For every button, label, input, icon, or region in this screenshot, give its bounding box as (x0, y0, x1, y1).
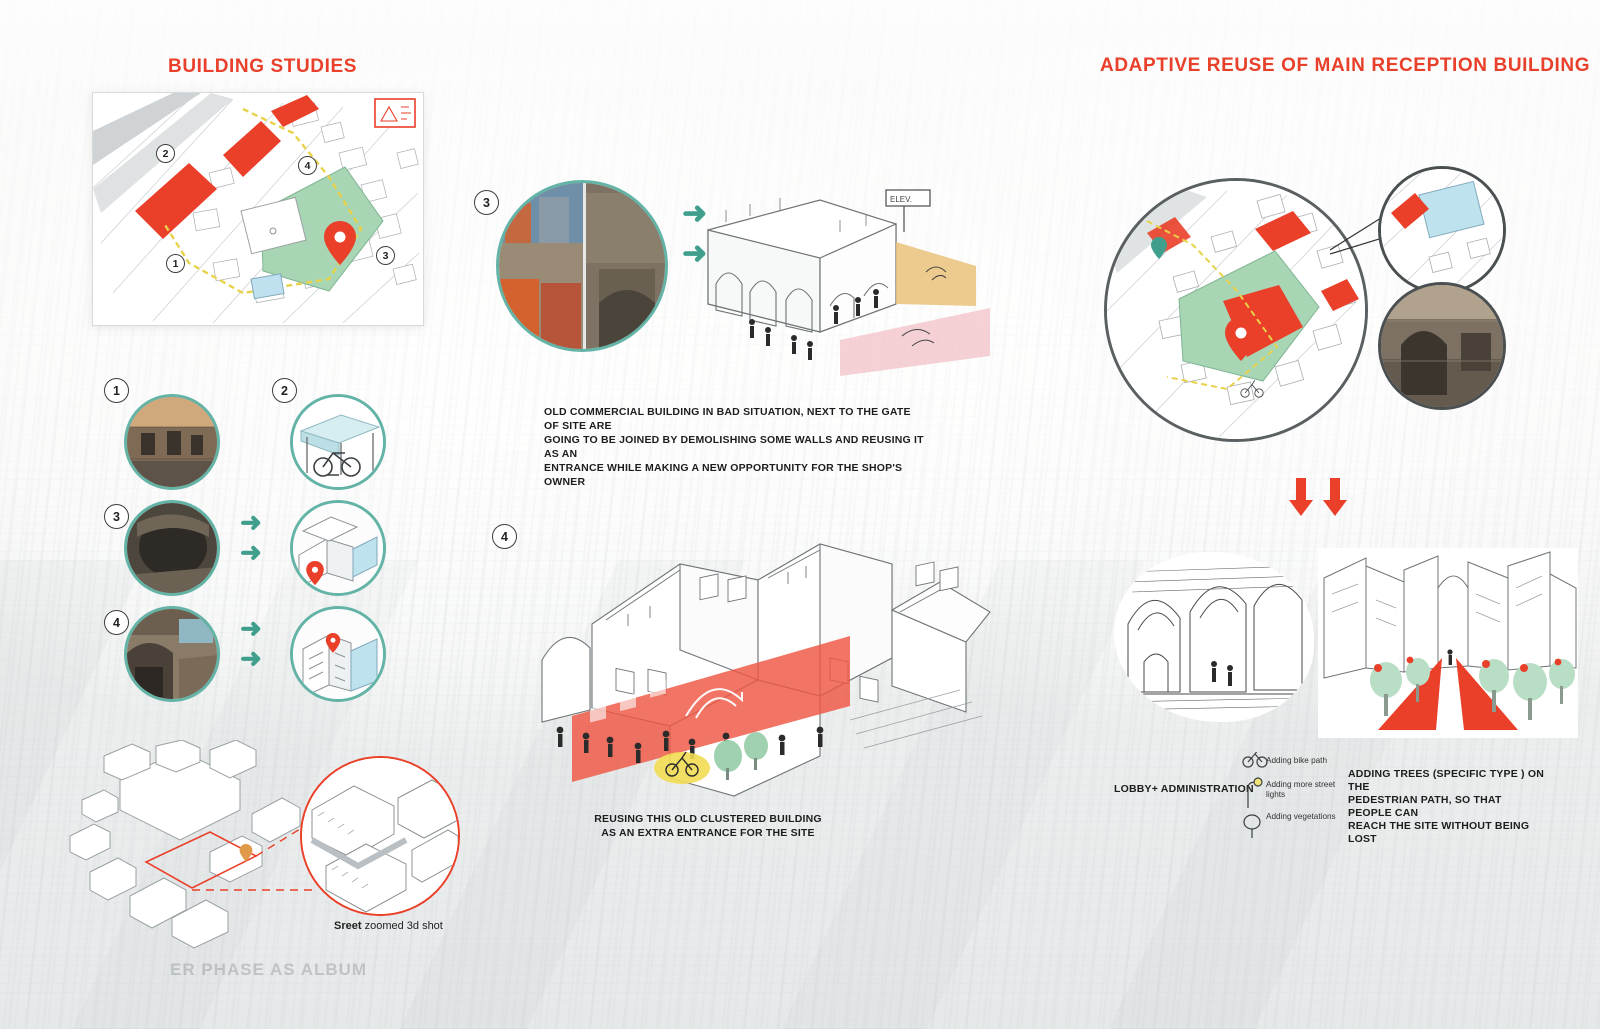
reception-building-photo (1378, 282, 1506, 410)
trees-caption-line-3: REACH THE SITE WITHOUT BEING LOST (1348, 820, 1530, 845)
trees-caption-line-2: PEDESTRIAN PATH, SO THAT PEOPLE CAN (1348, 794, 1502, 819)
study-marker-3[interactable]: 3 (104, 504, 129, 529)
study-proposal-4 (290, 606, 386, 702)
middle-arrow-3a: ➜ (682, 197, 708, 230)
caption-item-3 (544, 405, 924, 489)
trees-caption (1348, 768, 1548, 846)
reception-sketch-proposal (690, 180, 990, 380)
study-photo-4 (124, 606, 220, 702)
street-shot-caption-bold: Sreet (334, 920, 362, 932)
study-marker-1[interactable]: 1 (104, 378, 129, 403)
caption-4-line-2: AS AN EXTRA ENTRANCE FOR THE SITE (601, 827, 815, 839)
trees-caption-line-1: ADDING TREES (SPECIFIC TYPE ) ON THE (1348, 768, 1544, 793)
existing-commercial-photo (496, 180, 668, 352)
transform-arrow-4a: ➜ (240, 613, 262, 643)
key-site-plan (92, 92, 424, 326)
study-photo-1 (124, 394, 220, 490)
bottom-watermark: ER PHASE AS ALBUM (170, 960, 368, 979)
key-map-marker-4[interactable]: 4 (298, 156, 317, 175)
page-title-right: ADAPTIVE REUSE OF MAIN RECEPTION BUILDING (1100, 55, 1591, 76)
legend-label-lights: Adding more street lights (1266, 780, 1336, 799)
legend-label-bike: Adding bike path (1266, 756, 1327, 765)
transform-arrow-3b: ➜ (240, 537, 262, 567)
tree-icon (1244, 815, 1260, 838)
bicycle-icon (1243, 752, 1267, 767)
caption-item-4 (568, 812, 848, 840)
caption-3-line-3: ENTRANCE WHILE MAKING A NEW OPPORTUNITY FOR THE SHOP'S OWNER (544, 462, 903, 488)
street-zoom-3d-shot (300, 756, 460, 916)
middle-marker-3[interactable]: 3 (474, 190, 499, 215)
key-map-marker-3[interactable]: 3 (376, 246, 395, 265)
transform-arrow-4b: ➜ (240, 643, 262, 673)
study-photo-3 (124, 500, 220, 596)
reception-site-plan-circle (1104, 178, 1368, 442)
middle-arrow-3b: ➜ (682, 237, 708, 270)
street-shot-caption-rest: zoomed 3d shot (361, 920, 443, 932)
page-title-left: BUILDING STUDIES (168, 56, 358, 77)
street-lamp-icon (1248, 778, 1262, 808)
caption-3-line-2: GOING TO BE JOINED BY DEMOLISHING SOME WALLS AND REUSING IT AS AN (544, 434, 924, 460)
down-arrows (1286, 478, 1356, 518)
study-photo-2 (290, 394, 386, 490)
key-map-marker-1[interactable]: 1 (166, 254, 185, 273)
caption-4-line-1: REUSING THIS OLD CLUSTERED BUILDING (594, 813, 822, 825)
legend-label-vegetation: Adding vegetations (1266, 812, 1336, 821)
study-proposal-3 (290, 500, 386, 596)
caption-3-line-1: OLD COMMERCIAL BUILDING IN BAD SITUATION, NEXT TO THE GATE OF SITE ARE (544, 406, 911, 432)
key-map-marker-2[interactable]: 2 (156, 144, 175, 163)
middle-marker-4[interactable]: 4 (492, 524, 517, 549)
sign-text: ELEV. (890, 195, 912, 204)
clustered-building-sketch (520, 520, 1040, 810)
study-marker-2[interactable]: 2 (272, 378, 297, 403)
reception-building-zoom-plan (1378, 166, 1506, 294)
street-shot-caption (334, 920, 443, 932)
lobby-caption: LOBBY+ ADMINISTRATION (1114, 783, 1254, 795)
study-marker-4[interactable]: 4 (104, 610, 129, 635)
transform-arrow-3a: ➜ (240, 507, 262, 537)
pedestrian-path-perspective (1318, 548, 1578, 738)
